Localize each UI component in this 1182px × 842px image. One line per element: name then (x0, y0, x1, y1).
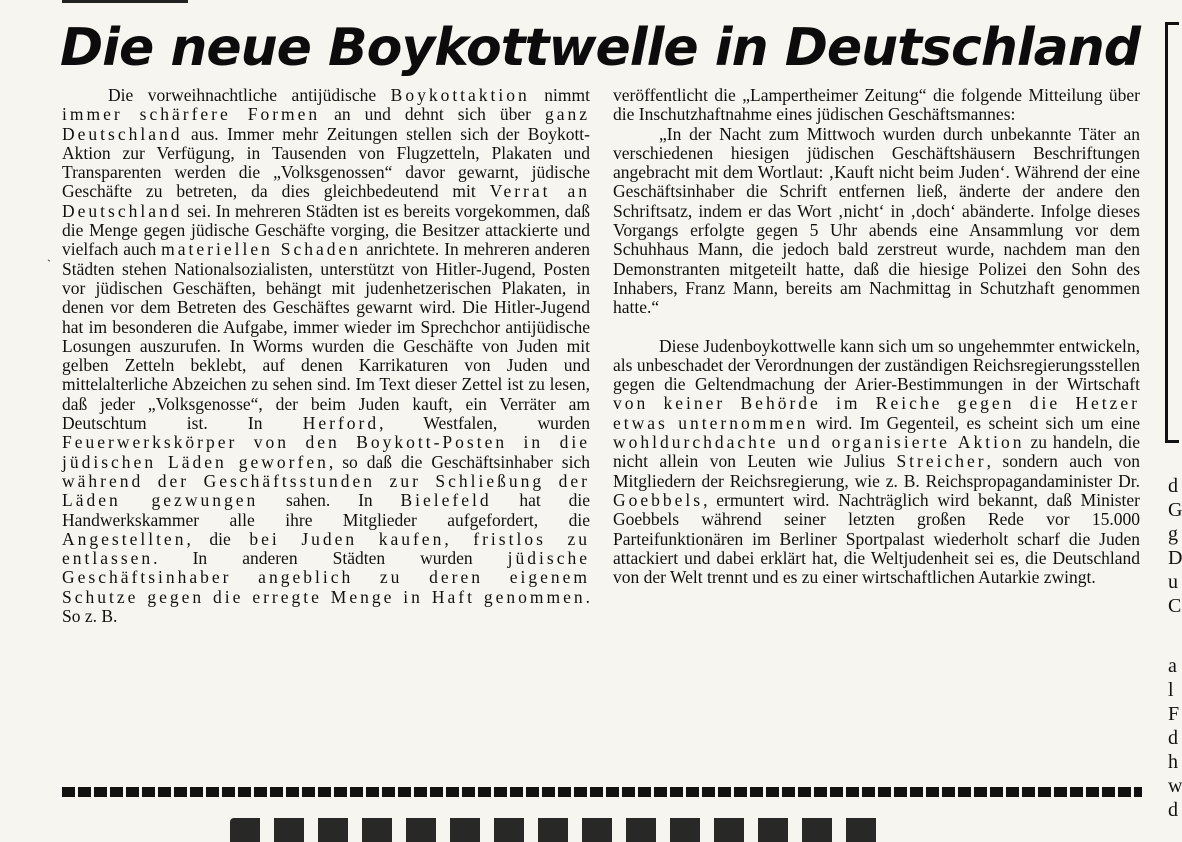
spaced-emphasis-text: ganz Deutschland (62, 104, 591, 144)
spaced-emphasis-text: Angestellten (62, 528, 187, 549)
body-text: veröffentlicht die „Lampertheimer Zeitung“ die folgende Mitteilung über die Inschutzhaftnahme eines jüdischen Geschäftsmannes: (613, 85, 1140, 125)
next-headline-fragment (230, 812, 890, 829)
spaced-emphasis-text: Goebbels (613, 489, 704, 510)
adjacent-column-letter: C (1168, 595, 1182, 617)
adjacent-column-letter: g (1168, 523, 1178, 545)
body-text: nimmt (529, 85, 590, 105)
left-column (62, 86, 590, 626)
body-text: . In anderen Städten wurden (153, 548, 508, 569)
body-text: sei. In mehreren Städten ist es bereits vorgekommen, daß die Menge gegen jüdische Geschäfte vorging, die Besitzer attackierte und vielfach auch (62, 200, 590, 260)
right-column (613, 86, 1140, 587)
body-text: „In der Nacht zum Mittwoch wurden durch unbekannte Täter an verschiedenen hiesigen jüdischen Geschäftshäusern Beschriftungen angebracht mit dem Wortlaut: ‚Kauft nicht beim Juden‘. Während der eine Geschäftsinhaber die Schrift entfernen ließ, änderte der andere den Schriftsatz, indem er das Wort ‚nicht‘ in ‚doch‘ abänderte. Infolge dieses Vorgangs erfolgte gegen 5 Uhr abends eine Ansammlung vor dem Schuhhaus Mann, die jedoch bald zerstreut wurde, nachdem man den Demonstranten mitgeteilt hatte, daß die hiesige Polizei den Sohn des Inhabers, Franz Mann, bereits am Nachmittag in Schutzhaft genommen hatte.“ (613, 123, 1140, 318)
adjacent-column-letter: d (1168, 799, 1178, 821)
body-text: sahen. In (258, 490, 401, 511)
adjacent-column-letter: l (1168, 679, 1174, 701)
adjacent-column-letter: G (1168, 499, 1182, 521)
body-text: Die vorweihnachtliche antijüdische (108, 85, 391, 105)
adjacent-column-letter: w (1168, 775, 1182, 797)
spaced-emphasis-text: Feuerwerkskörper von den Boykott-Posten in die jüdischen Läden geworfen (62, 432, 590, 472)
spaced-emphasis-text: materiellen Schaden (161, 239, 362, 260)
adjacent-column-letter: d (1168, 727, 1178, 749)
article-paragraph (613, 125, 1140, 318)
spaced-emphasis-text: immer schärfere Formen (62, 104, 321, 125)
bottom-dashed-rule (62, 787, 1142, 797)
spaced-emphasis-text: Boykottaktion (390, 85, 530, 105)
body-text: , Westfalen, wurden (379, 413, 590, 434)
top-rule (62, 0, 188, 3)
article-paragraph (62, 86, 590, 626)
adjacent-column-letter: u (1168, 571, 1178, 593)
body-text: hat die Handwerkskammer alle ihre Mitglieder aufgefordert, die (62, 490, 590, 530)
spaced-emphasis-text: wohldurchdachte und organisierte Aktion (613, 432, 1025, 453)
body-text: , so daß die Geschäftsinhaber sich (328, 451, 591, 472)
adjacent-column-frame (1165, 22, 1168, 442)
body-text: zu handeln, die nicht allein von Leuten wie Julius (613, 432, 1140, 472)
spaced-emphasis-text: Herford (302, 413, 380, 434)
adjacent-column-letter: D (1168, 547, 1182, 569)
body-text: wird. Im Gegenteil, es scheint sich um eine (808, 412, 1140, 433)
body-text: aus. Immer mehr Zeitungen stellen sich der Boykott-Aktion zur Verfügung, in Tausenden von Flugzetteln, Plakaten und Transparenten werden die „Volksgenossen“ davor gewarnt, jüdische Geschäfte zu betreten, da dies gleichbedeutend mit (62, 123, 590, 202)
adjacent-column-letter: h (1168, 751, 1178, 773)
body-text: Diese Judenboykottwelle kann sich um so ungehemmter entwickeln, als unbeschadet der Verordnungen der zuständigen Reichsregierungsstellen gegen die Geltendmachung der Arier-Bestimmungen in der Wirtschaft (613, 335, 1140, 395)
stray-print-mark: ` (47, 257, 51, 271)
article-paragraph (613, 337, 1140, 588)
adjacent-column-letter: a (1168, 655, 1177, 677)
adjacent-column-letter: d (1168, 475, 1178, 497)
body-text: , ermuntert wird. Nachträglich wird bekannt, daß Minister Goebbels während seiner letzten großen Rede vor 15.000 Parteifunktionären im Berliner Sportpalast wiederholt scharf die Juden attackiert und dabei erklärt hat, die Weltjudenheit sei es, die Deutschland von der Welt trennt und es zu einer wirtschaftlichen Autarkie zwingt. (613, 489, 1140, 588)
body-text: , sondern auch von Mitgliedern der Reichsregierung, wie z. B. Reichspropagandaminister Dr. (613, 451, 1140, 491)
adjacent-column-letter: F (1168, 703, 1180, 725)
article-paragraph (613, 86, 1140, 125)
spaced-emphasis-text: jüdische Geschäftsinhaber angeblich zu deren eigenem Schutze gegen die erregte Menge in Haft genommen (62, 548, 590, 607)
body-text: . So z. B. (62, 586, 590, 627)
body-text: an und dehnt sich über (320, 104, 545, 125)
spaced-emphasis-text: bei Juden kaufen, fristlos zu entlassen (62, 528, 590, 569)
spaced-emphasis-text: Verrat an Deutschland (62, 181, 590, 221)
body-text: , die (186, 528, 250, 549)
spaced-emphasis-text: von keiner Behörde im Reiche gegen die Hetzer etwas unternommen (613, 393, 1140, 433)
adjacent-column-frame-bottom (1165, 440, 1179, 443)
article-headline: Die neue Boykottwelle in Deutschland (60, 18, 1140, 78)
spaced-emphasis-text: während der Geschäftsstunden zur Schließung der Läden gezwungen (62, 470, 590, 511)
spaced-emphasis-text: Streicher (896, 451, 987, 472)
body-text: anrichtete. In mehreren anderen Städten stehen Nationalsozialisten, unterstützt von Hitler-Jugend, Posten vor jüdischen Geschäften, behängt mit judenhetzerischen Plakaten, in denen vor dem Betreten des Geschäftes gewarnt wird. Die Hitler-Jugend hat im besonderen die Aufgabe, immer wieder im Sprechchor antijüdische Losungen auszurufen. In Worms wurden die Geschäfte von Juden mit gelben Zetteln beklebt, auf denen Karrikaturen von Juden und mittelalterliche Abzeichen zu sehen sind. Im Text dieser Zettel ist zu lesen, daß jeder „Volksgenosse“, der beim Juden kauft, ein Verräter am Deutschtum ist. In (62, 239, 591, 434)
spaced-emphasis-text: Bielefeld (400, 490, 492, 511)
